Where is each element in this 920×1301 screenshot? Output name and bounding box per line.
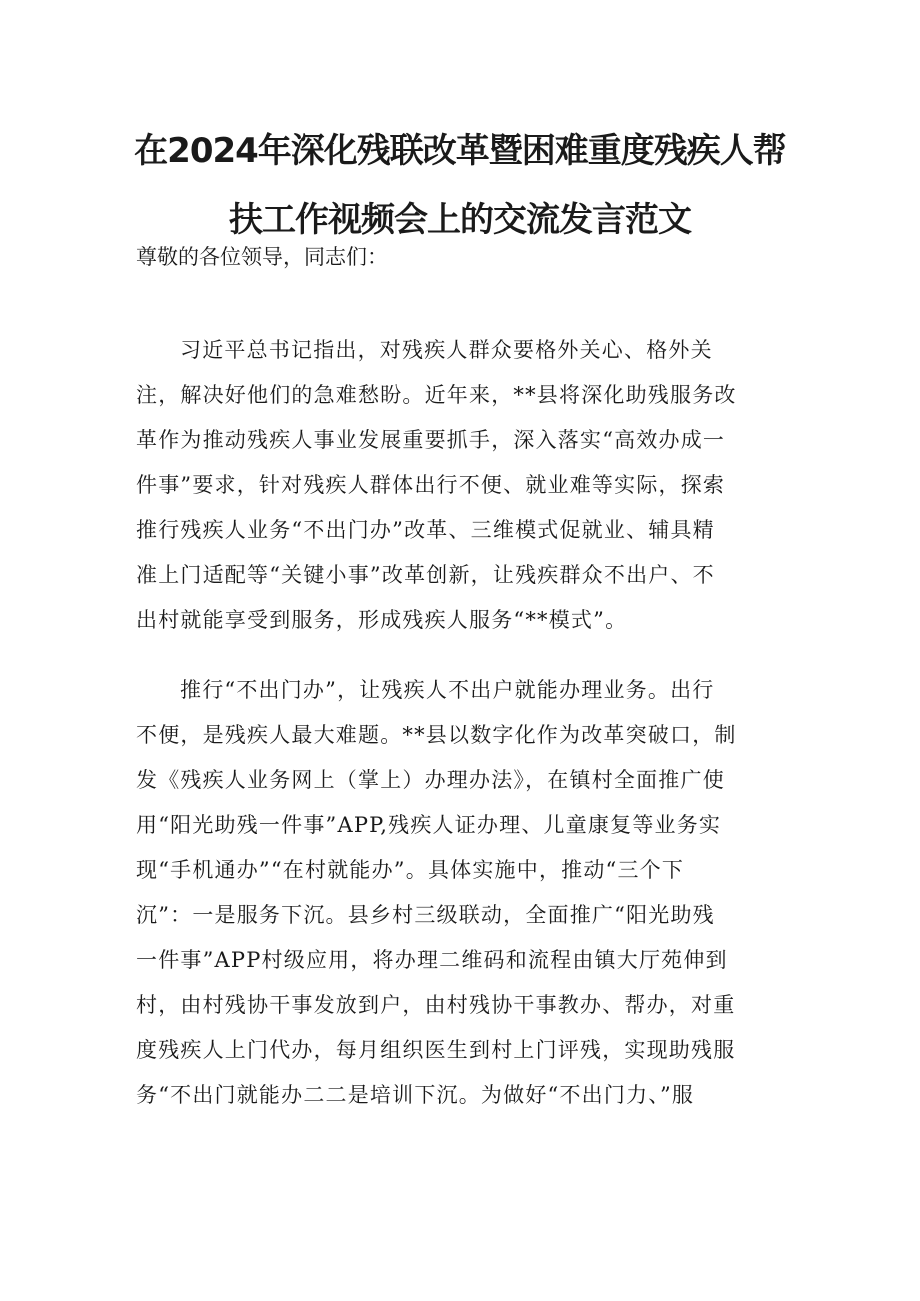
paragraph-2-line: 度残疾人上门代办，每月组织医生到村上门评残，实现助残服 <box>136 1038 736 1062</box>
paragraph-1-line: 件事”要求，针对残疾人群体出行不便、就业难等实际，探索 <box>136 473 726 497</box>
paragraph-2-line: 现“手机通办”“在村就能办”。具体实施中，推动“三个下 <box>136 858 685 882</box>
paragraph-1-line: 出村就能享受到服务，形成残疾人服务“**模式”。 <box>136 608 628 632</box>
paragraph-2-line: 村，由村残协干事发放到户，由村残协干事教办、帮办，对重 <box>136 993 736 1017</box>
paragraph-1-line: 注，解决好他们的急难愁盼。近年来，**县将深化助残服务改 <box>136 383 737 407</box>
document-title-line-2: 扶工作视频会上的交流发言范文 <box>229 200 691 240</box>
paragraph-2-line: 一件事”APP村级应用，将办理二维码和流程由镇大厅苑伸到 <box>136 948 728 972</box>
document-title-line-1: 在2024年深化残联改革暨困难重度残疾人帮 <box>134 131 786 171</box>
paragraph-2-line: 沉”：一是服务下沉。县乡村三级联动，全面推广“阳光助残 <box>136 903 715 927</box>
paragraph-1-line: 推行残疾人业务“不出门办”改革、三维模式促就业、辅具精 <box>136 518 715 542</box>
paragraph-2-line: 发《残疾人业务网上（掌上）办理办法》，在镇村全面推广使 <box>136 768 725 792</box>
paragraph-1-line: 习近平总书记指出，对残疾人群众要格外关心、格外关 <box>180 338 713 362</box>
paragraph-1-line: 革作为推动残疾人事业发展重要抓手，深入落实“高效办成一 <box>136 428 726 452</box>
salutation: 尊敬的各位领导，同志们： <box>136 245 388 269</box>
paragraph-2-line: 用“阳光助残一件事”APP,残疾人证办理、儿童康复等业务实 <box>136 813 722 837</box>
paragraph-2-line: 推行“不出门办”，让残疾人不出户就能办理业务。出行 <box>180 678 715 702</box>
paragraph-2-line: 不便，是残疾人最大难题。**县以数字化作为改革突破口，制 <box>136 723 737 747</box>
paragraph-2-line: 务“不出门就能办二二是培训下沉。为做好“不出门力、”服 <box>136 1083 695 1107</box>
paragraph-1-line: 准上门适配等“关键小事”改革创新，让残疾群众不出户、不 <box>136 563 715 587</box>
